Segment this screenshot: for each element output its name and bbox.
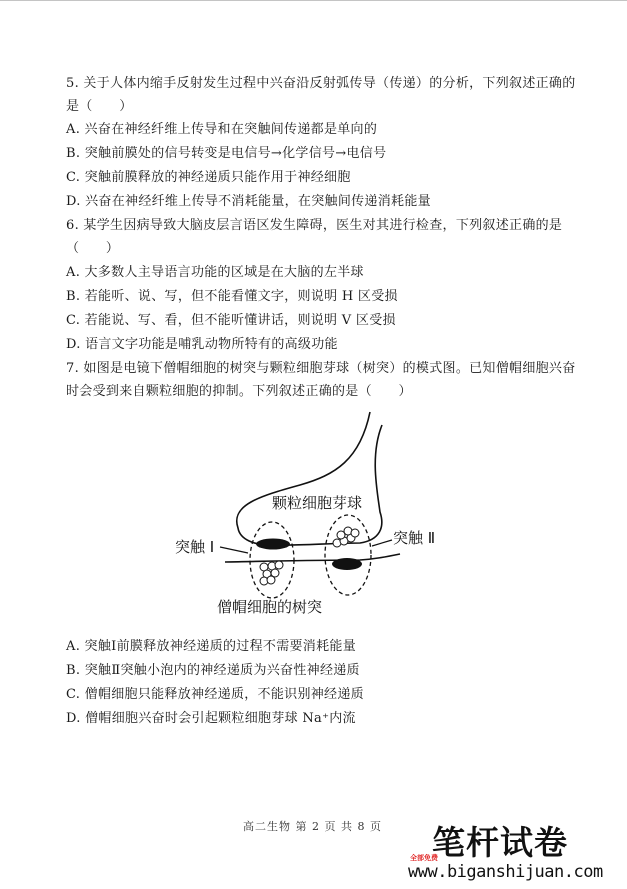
q7-option-d: D. 僧帽细胞兴奋时会引起颗粒细胞芽球 Na⁺内流 xyxy=(66,711,356,726)
q5-option-c: C. 突触前膜释放的神经递质只能作用于神经细胞 xyxy=(66,170,351,185)
synapse1-vesicles xyxy=(260,561,283,585)
synapse2-vesicles xyxy=(333,527,359,547)
label-synapse-2: 突触 Ⅱ xyxy=(393,529,436,547)
q5-stem-line2: 是（ ） xyxy=(66,99,133,114)
q5-option-d: D. 兴奋在神经纤维上传导不消耗能量，在突触间传递消耗能量 xyxy=(66,194,431,209)
q7-option-a: A. 突触Ⅰ前膜释放神经递质的过程不需要消耗能量 xyxy=(66,639,356,654)
watermark-title: 笔杆试卷 xyxy=(432,823,568,862)
q6-stem-line2: （ ） xyxy=(66,241,120,256)
granule-spine-outline xyxy=(237,412,382,545)
q7-stem-line2: 时会受到来自颗粒细胞的抑制。下列叙述正确的是（ ） xyxy=(66,384,412,399)
q5-stem-line1: 5. 关于人体内缩手反射发生过程中兴奋沿反射弧传导（传递）的分析，下列叙述正确的 xyxy=(66,76,576,91)
q6-option-b: B. 若能听、说、写，但不能看懂文字，则说明 H 区受损 xyxy=(66,289,398,304)
q7-option-c: C. 僧帽细胞只能释放神经递质，不能识别神经递质 xyxy=(66,687,364,702)
q6-stem-line1: 6. 某学生因病导致大脑皮层言语区发生障碍，医生对其进行检查，下列叙述正确的是 xyxy=(66,218,563,233)
synapse1-leader xyxy=(220,547,248,553)
synapse2-active-zone xyxy=(332,558,362,570)
label-mitral-dendrite: 僧帽细胞的树突 xyxy=(217,598,323,616)
watermark-url[interactable]: www.biganshijuan.com xyxy=(408,862,603,882)
q5-option-a: A. 兴奋在神经纤维上传导和在突触间传递都是单向的 xyxy=(66,122,378,137)
label-granule-spine: 颗粒细胞芽球 xyxy=(272,494,363,512)
q7-stem-line1: 7. 如图是电镜下僧帽细胞的树突与颗粒细胞芽球（树突）的模式图。已知僧帽细胞兴奋 xyxy=(66,361,576,376)
watermark-free-tag: 全部免费 xyxy=(410,854,438,862)
page-footer: 高二生物 第 2 页 共 8 页 xyxy=(243,820,382,833)
q6-option-c: C. 若能说、写、看，但不能听懂讲话，则说明 V 区受损 xyxy=(66,313,396,328)
q7-option-b: B. 突触Ⅱ突触小泡内的神经递质为兴奋性神经递质 xyxy=(66,663,360,678)
synapse1-active-zone xyxy=(256,539,290,550)
synapse1-boundary xyxy=(250,522,294,598)
label-synapse-1: 突触 Ⅰ xyxy=(175,538,215,556)
synapse-diagram xyxy=(160,400,460,630)
q5-option-b: B. 突触前膜处的信号转变是电信号→化学信号→电信号 xyxy=(66,146,387,161)
top-border xyxy=(0,0,627,1)
q6-option-d: D. 语言文字功能是哺乳动物所特有的高级功能 xyxy=(66,337,338,352)
synapse2-leader xyxy=(372,540,392,546)
mitral-dendrite-line xyxy=(225,554,400,562)
q6-option-a: A. 大多数人主导语言功能的区域是在大脑的左半球 xyxy=(66,265,364,280)
